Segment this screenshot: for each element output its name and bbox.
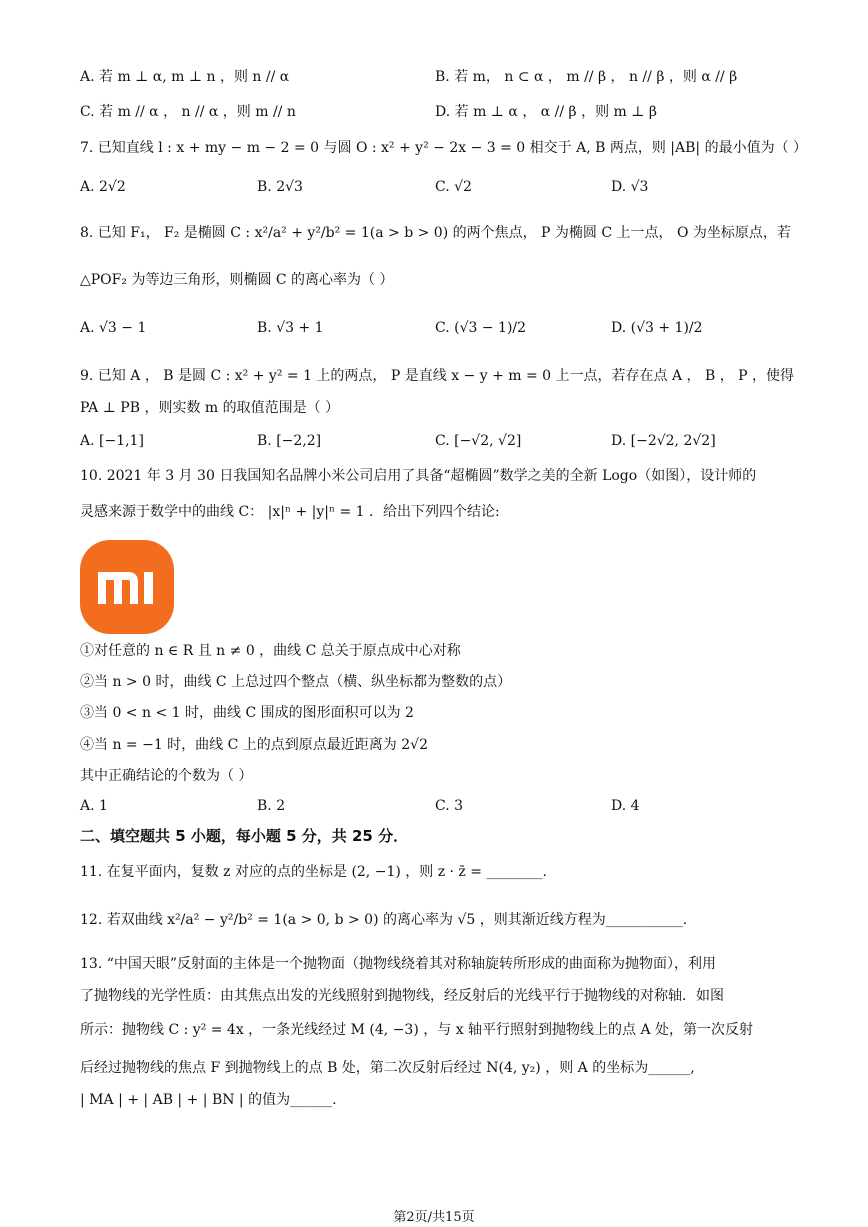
q8-option-b: B. √3 + 1 <box>257 320 324 336</box>
q7-option-d: D. √3 <box>611 179 649 195</box>
q10-conclusion-4: ④当 n = −1 时，曲线 C 上的点到原点最近距离为 2√2 <box>80 737 428 753</box>
q8-option-d: D. (√3 + 1)/2 <box>611 320 703 336</box>
q8-option-a: A. √3 − 1 <box>80 320 147 336</box>
xiaomi-logo-mark <box>80 540 174 634</box>
q7-option-c: C. √2 <box>435 179 472 195</box>
q6-option-a: A. 若 m ⊥ α, m ⊥ n ，则 n // α <box>80 69 290 85</box>
q7-stem: 7. 已知直线 l : x + my − m − 2 = 0 与圆 O : x² + y² − 2x − 3 = 0 相交于 A, B 两点，则 |AB| 的最小值为（ ） <box>80 140 808 156</box>
q7-option-a: A. 2√2 <box>80 179 126 195</box>
q9-stem-line1: 9. 已知 A ， B 是圆 C : x² + y² = 1 上的两点， P 是直线 x − y + m = 0 上一点，若存在点 A ， B ， P ，使得 <box>80 368 795 384</box>
q13-line5: | MA | + | AB | + | BN | 的值为______. <box>80 1092 337 1108</box>
q9-option-d: D. [−2√2, 2√2] <box>611 433 716 449</box>
q10-conclusion-2: ②当 n > 0 时，曲线 C 上总过四个整点（横、纵坐标都为整数的点） <box>80 674 512 690</box>
q10-ask: 其中正确结论的个数为（ ） <box>80 768 253 784</box>
q9-option-c: C. [−√2, √2] <box>435 433 522 449</box>
q10-stem-line1: 10. 2021 年 3 月 30 日我国知名品牌小米公司启用了具备“超椭圆”数学之美的全新 Logo（如图），设计师的 <box>80 468 757 484</box>
q10-option-a: A. 1 <box>80 798 108 814</box>
q13-line3: 所示：抛物线 C : y² = 4x ，一条光线经过 M (4, −3) ，与 x 轴平行照射到抛物线上的点 A 处，第一次反射 <box>80 1022 754 1038</box>
q9-option-b: B. [−2,2] <box>257 433 322 449</box>
q13-line4: 后经过抛物线的焦点 F 到抛物线上的点 B 处，第二次反射后经过 N(4, y₂) ，则 A 的坐标为______, <box>80 1060 695 1076</box>
q10-option-c: C. 3 <box>435 798 464 814</box>
xiaomi-logo <box>80 540 174 634</box>
q9-option-a: A. [−1,1] <box>80 433 144 449</box>
q6-option-c: C. 若 m // α ， n // α ，则 m // n <box>80 104 296 120</box>
q8-stem-line2: △POF₂ 为等边三角形，则椭圆 C 的离心率为（ ） <box>80 272 394 288</box>
q13-line1: 13. “中国天眼”反射面的主体是一个抛物面（抛物线绕着其对称轴旋转所形成的曲面称为抛物面），利用 <box>80 956 717 972</box>
q10-option-b: B. 2 <box>257 798 286 814</box>
section-heading: 二、填空题共 5 小题，每小题 5 分，共 25 分． <box>80 827 409 845</box>
q10-conclusion-3: ③当 0 < n < 1 时，曲线 C 围成的图形面积可以为 2 <box>80 705 414 721</box>
q8-option-c: C. (√3 − 1)/2 <box>435 320 527 336</box>
q8-stem-line1: 8. 已知 F₁， F₂ 是椭圆 C : x²/a² + y²/b² = 1(a > b > 0) 的两个焦点， P 为椭圆 C 上一点， O 为坐标原点，若 <box>80 225 791 241</box>
q10-conclusion-1: ①对任意的 n ∈ R 且 n ≠ 0 ，曲线 C 总关于原点成中心对称 <box>80 643 461 659</box>
q7-option-b: B. 2√3 <box>257 179 303 195</box>
page-footer: 第2页/共15页 <box>393 1210 475 1225</box>
q10-option-d: D. 4 <box>611 798 640 814</box>
q9-stem-line2: PA ⊥ PB ，则实数 m 的取值范围是（ ） <box>80 400 340 416</box>
q12-stem: 12. 若双曲线 x²/a² − y²/b² = 1(a > 0, b > 0) 的离心率为 √5 ，则其渐近线方程为___________. <box>80 912 688 928</box>
q11-stem: 11. 在复平面内，复数 z 对应的点的坐标是 (2, −1) ，则 z · z̄ = ________. <box>80 864 547 880</box>
q13-line2: 了抛物线的光学性质：由其焦点出发的光线照射到抛物线，经反射后的光线平行于抛物线的对称轴．如图 <box>80 988 724 1004</box>
q6-option-b: B. 若 m， n ⊂ α ， m // β ， n // β ，则 α // β <box>435 69 738 85</box>
q6-option-d: D. 若 m ⊥ α ， α // β ，则 m ⊥ β <box>435 104 657 120</box>
q10-stem-line2: 灵感来源于数学中的曲线 C： |x|ⁿ + |y|ⁿ = 1 ．给出下列四个结论: <box>80 504 500 520</box>
